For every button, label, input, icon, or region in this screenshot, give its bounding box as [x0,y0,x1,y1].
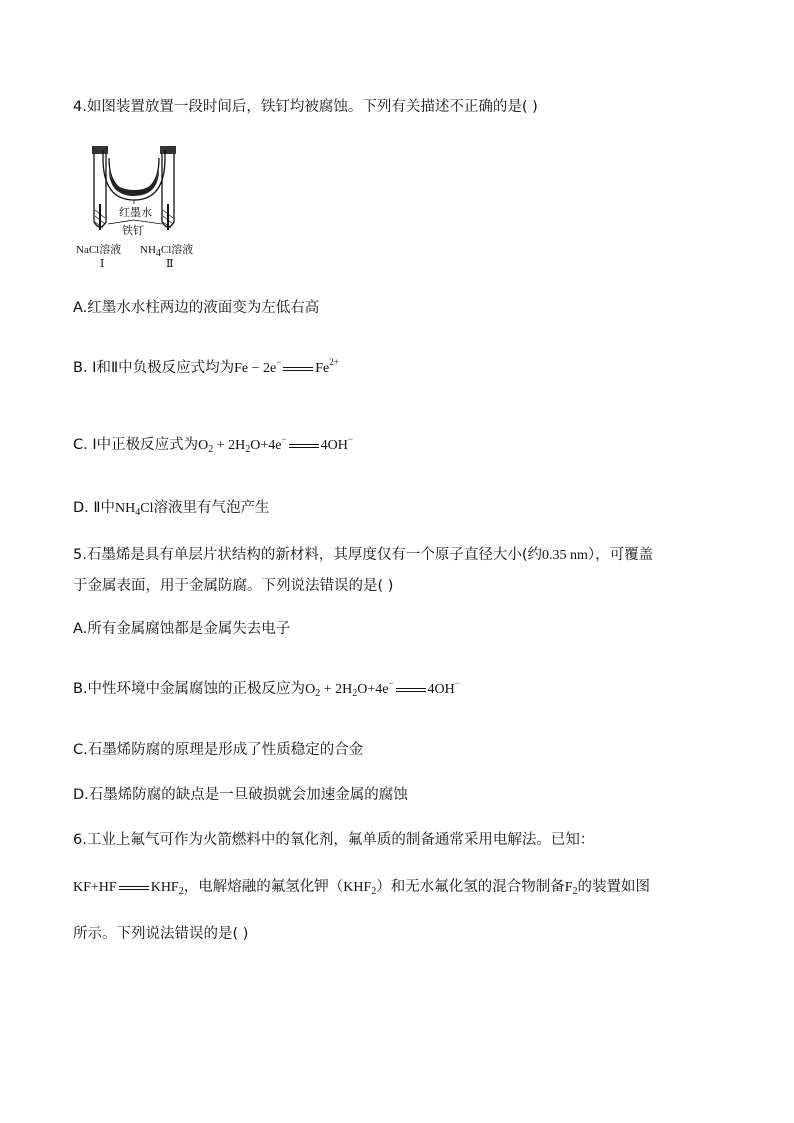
label-nh4cl-solution: $NH_4Cl$溶液 [140,244,194,259]
q6-stem-line2: KF+HF $KHF_2$，电解熔融的氟氢化钾$(KHF_2)$和无水氟化氢的混合物制备$F_2$的装置如图 [73,879,651,897]
q4-option-a: A.红墨水水柱两边的液面变为左低右高 [73,300,320,316]
label-tube-I: Ⅰ [100,258,105,270]
q5-stem-line2: 于金属表面，用于金属防腐。下列说法错误的是( ) [73,578,394,594]
label-red-ink: 红墨水 [119,207,152,219]
label-iron-nail: 铁钉 [122,225,144,237]
q4-option-c: C. Ⅰ中正极反应式为$O_2 + 2H_2O+4e^-$ 4OH− [73,434,353,455]
q5-option-a: A.所有金属腐蚀都是金属失去电子 [73,621,291,637]
label-tube-II: Ⅱ [166,258,174,270]
q5-option-c: C.石墨烯防腐的原理是形成了性质稳定的合金 [73,742,364,758]
q5-option-d: D.石墨烯防腐的缺点是一旦破损就会加速金属的腐蚀 [73,787,408,803]
q4-option-b: B. Ⅰ和Ⅱ中负极反应式均为Fe − 2e− $Fe^{2+}$ [73,357,339,376]
q5-option-b: B.中性环境中金属腐蚀的正极反应为$O_2 + 2H_2O+4e^-$ 4OH− [73,678,460,699]
q6-stem-line1: 6.工业上氟气可作为火箭燃料中的氧化剂，氟单质的制备通常采用电解法。已知： [73,832,595,848]
q6-stem-line3: 所示。下列说法错误的是( ) [73,926,249,942]
q5-stem-line1: 5.石墨烯是具有单层片状结构的新材料，其厚度仅有一个原子直径大小(约0.35 nm），可覆盖 [73,547,654,563]
label-nacl-solution: NaCl溶液 [76,244,122,256]
q4-apparatus-figure [74,140,200,276]
q4-option-d: D. Ⅱ中$NH_4Cl$溶液里有气泡产生 [73,500,270,518]
q4-stem: 4.如图装置放置一段时间后，铁钉均被腐蚀。下列有关描述不正确的是( ) [73,99,538,115]
